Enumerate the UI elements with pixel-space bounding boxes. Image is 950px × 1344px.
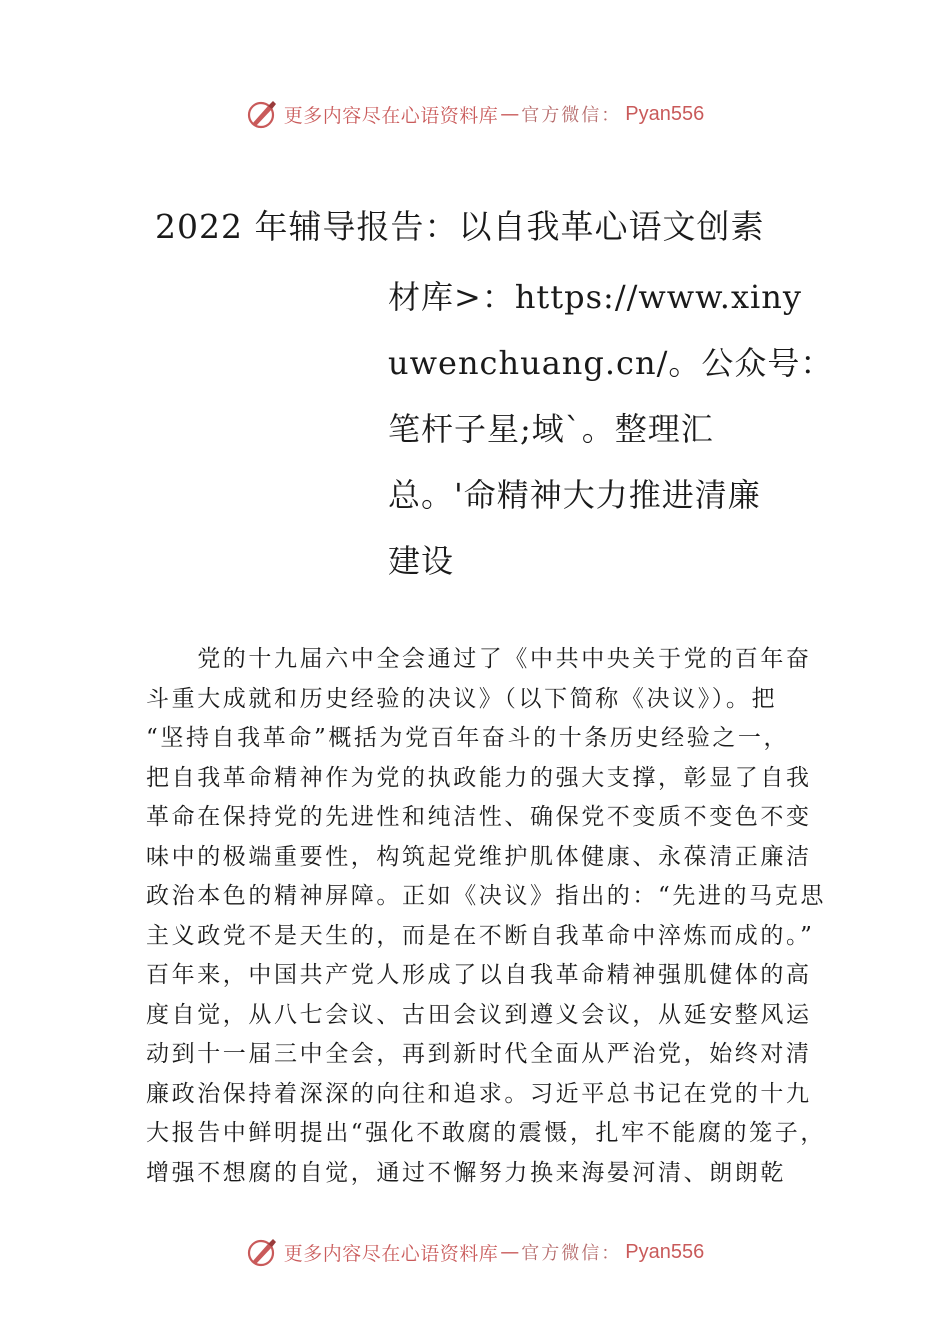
- title-line: 建设: [388, 542, 455, 580]
- footer-watermark-banner: [0, 1232, 950, 1272]
- body-line: 斗重大成就和历史经验的决议》（以下简称《决议》）。把: [146, 685, 778, 712]
- body-line: 大报告中鲜明提出“强化不敢腐的震慑，扎牢不能腐的笼子，: [146, 1120, 826, 1146]
- body-line: 百年来，中国共产党人形成了以自我革命精神强肌健体的高: [146, 962, 812, 988]
- banner-wechat-id: Pyan556: [625, 1240, 705, 1263]
- body-line: “坚持自我革命”概括为党百年奋斗的十条历史经验之一，: [146, 725, 790, 751]
- banner-separator: —: [500, 1241, 520, 1263]
- body-line: 廉政治保持着深深的向往和追求。习近平总书记在党的十九: [146, 1080, 812, 1107]
- title-line-1: 2022 年辅导报告：以自我革心语文创素: [155, 207, 765, 246]
- title-line: 总。'命精神大力推进清廉: [388, 476, 761, 514]
- body-line: 革命在保持党的先进性和纯洁性、确保党不变质不变色不变: [146, 804, 812, 830]
- banner-text: 更多内容尽在心语资料库: [283, 104, 499, 127]
- banner-separator: —: [500, 103, 520, 125]
- pen-logo-icon: [246, 98, 278, 130]
- title-line: uwenchuang.cn/。公众号：: [388, 344, 834, 382]
- banner-wechat-id: Pyan556: [625, 102, 705, 125]
- banner-wechat-label: 官方微信：: [521, 1243, 622, 1264]
- body-paragraph: [146, 640, 826, 1193]
- body-line: 党的十九届六中全会通过了《中共中央关于党的百年奋: [146, 646, 812, 672]
- title-line: 材库>：https://www.xiny: [388, 278, 802, 316]
- pen-logo-icon: [246, 1236, 278, 1268]
- body-line: 增强不想腐的自觉，通过不懈努力换来海晏河清、朗朗乾: [146, 1159, 786, 1186]
- body-line: 主义政党不是天生的，而是在不断自我革命中淬炼而成的。”: [146, 922, 815, 949]
- body-line: 味中的极端重要性，构筑起党维护肌体健康、永葆清正廉洁: [146, 843, 812, 870]
- title-line: 笔杆子星;域`。整理汇: [388, 410, 714, 448]
- body-line: 政治本色的精神屏障。正如《决议》指出的：“先进的马克思: [146, 883, 826, 909]
- banner-wechat-label: 官方微信：: [521, 105, 622, 126]
- body-line: 度自觉，从八七会议、古田会议到遵义会议，从延安整风运: [146, 1001, 812, 1028]
- header-watermark-banner: [0, 94, 950, 134]
- title-continuation: [388, 264, 834, 594]
- banner-text: 更多内容尽在心语资料库: [283, 1242, 499, 1265]
- body-line: 动到十一届三中全会，再到新时代全面从严治党，始终对清: [146, 1041, 812, 1067]
- body-line: 把自我革命精神作为党的执政能力的强大支撑，彰显了自我: [146, 764, 812, 791]
